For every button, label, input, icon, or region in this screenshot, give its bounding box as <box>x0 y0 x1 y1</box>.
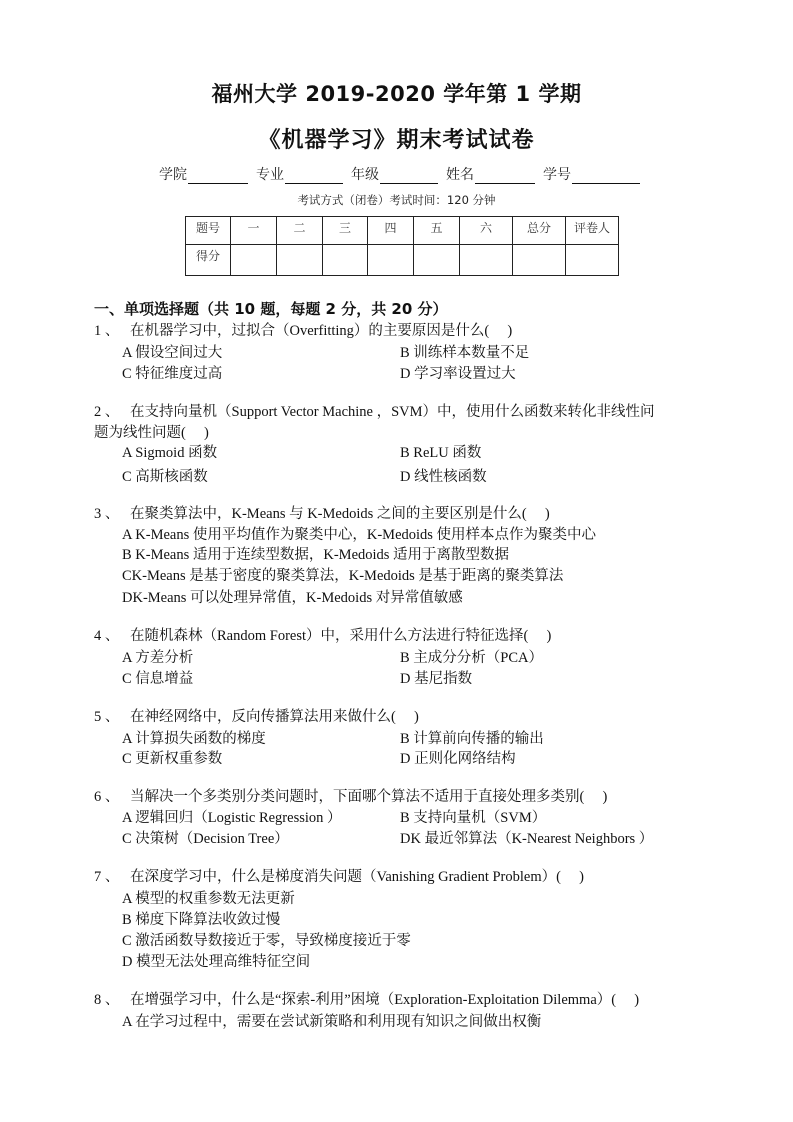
option-d[interactable]: D 模型无法处理高维特征空间 <box>122 954 311 970</box>
option-d[interactable]: D 线性核函数 <box>400 469 487 485</box>
score-table <box>185 216 619 276</box>
header-cell: 二 <box>277 217 323 245</box>
question-text: 在随机森林（Random Forest）中，采用什么方法进行特征选择( ) <box>130 628 552 644</box>
header-cell: 四 <box>368 217 414 245</box>
score-cell[interactable] <box>460 245 513 276</box>
option-c[interactable]: CK-Means 是基于密度的聚类算法，K-Medoids 是基于距离的聚类算法 <box>122 568 564 584</box>
score-cell[interactable] <box>323 245 368 276</box>
option-a[interactable]: A 模型的权重参数无法更新 <box>122 891 295 907</box>
option-b[interactable]: B 计算前向传播的输出 <box>400 731 544 747</box>
score-cell[interactable] <box>513 245 566 276</box>
score-cell[interactable] <box>368 245 414 276</box>
exam-mode-line: 考试方式（闭卷）考试时间：120 分钟 <box>297 193 496 207</box>
score-cell[interactable] <box>277 245 323 276</box>
option-d[interactable]: DK 最近邻算法（K-Nearest Neighbors ） <box>400 831 654 847</box>
option-c[interactable]: C 决策树（Decision Tree） <box>122 831 289 847</box>
exam-title: 《机器学习》期末考试试卷 <box>258 128 535 153</box>
field-label: 专业 <box>256 167 284 183</box>
header-cell: 总分 <box>513 217 566 245</box>
option-a[interactable]: A 方差分析 <box>122 650 194 666</box>
question-3 <box>94 502 550 523</box>
option-c[interactable]: C 更新权重参数 <box>122 751 223 767</box>
question-number: 3 、 <box>94 506 120 522</box>
option-c[interactable]: C 高斯核函数 <box>122 469 208 485</box>
option-c[interactable]: C 激活函数导数接近于零，导致梯度接近于零 <box>122 933 411 949</box>
header-cell: 评卷人 <box>566 217 619 245</box>
option-a[interactable]: A 假设空间过大 <box>122 345 223 361</box>
option-d[interactable]: DK-Means 可以处理异常值，K-Medoids 对异常值敏感 <box>122 590 463 606</box>
question-text: 在机器学习中，过拟合（Overfitting）的主要原因是什么( ) <box>130 323 513 339</box>
question-text: 在支持向量机（Support Vector Machine ，SVM）中，使用什么函数来转化非线性问 <box>130 404 655 420</box>
field-label: 姓名 <box>446 167 474 183</box>
header-cell: 题号 <box>186 217 231 245</box>
question-text: 在聚类算法中，K-Means 与 K-Medoids 之间的主要区别是什么( ) <box>130 506 550 522</box>
option-a[interactable]: A K-Means 使用平均值作为聚类中心，K-Medoids 使用样本点作为聚类中心 <box>122 527 597 543</box>
option-a[interactable]: A 计算损失函数的梯度 <box>122 731 266 747</box>
question-4 <box>94 624 551 645</box>
question-2-continuation: 题为线性问题( ) <box>94 425 209 441</box>
question-number: 7 、 <box>94 869 120 885</box>
question-text: 当解决一个多类别分类问题时，下面哪个算法不适用于直接处理多类别( ) <box>130 789 608 805</box>
major-blank[interactable] <box>285 169 343 184</box>
score-cell[interactable] <box>414 245 460 276</box>
option-c[interactable]: C 信息增益 <box>122 671 194 687</box>
question-5 <box>94 705 419 726</box>
option-d[interactable]: D 正则化网络结构 <box>400 751 516 767</box>
option-c[interactable]: C 特征维度过高 <box>122 366 223 382</box>
option-d[interactable]: D 基尼指数 <box>400 671 473 687</box>
header-cell: 一 <box>231 217 277 245</box>
name-blank[interactable] <box>475 169 535 184</box>
question-text: 在神经网络中，反向传播算法用来做什么( ) <box>130 709 419 725</box>
university-term-title: 福州大学 2019-2020 学年第 1 学期 <box>211 82 582 106</box>
score-row-label: 得分 <box>186 245 231 276</box>
field-college <box>159 164 248 184</box>
option-b[interactable]: B K-Means 适用于连续型数据，K-Medoids 适用于离散型数据 <box>122 547 510 563</box>
score-table-header-row <box>186 217 619 245</box>
field-label: 学院 <box>159 167 187 183</box>
section-heading: 一、单项选择题（共 10 题，每题 2 分，共 20 分） <box>94 300 448 318</box>
option-a[interactable]: A 在学习过程中，需要在尝试新策略和利用现有知识之间做出权衡 <box>122 1014 542 1030</box>
header-cell: 三 <box>323 217 368 245</box>
score-table-score-row <box>186 245 619 276</box>
option-a[interactable]: A 逻辑回归（Logistic Regression ） <box>122 810 342 826</box>
question-number: 6 、 <box>94 789 120 805</box>
student-id-blank[interactable] <box>572 169 640 184</box>
option-d[interactable]: D 学习率设置过大 <box>400 366 516 382</box>
field-name <box>446 164 535 184</box>
college-blank[interactable] <box>188 169 248 184</box>
header-cell: 五 <box>414 217 460 245</box>
question-1 <box>94 319 512 340</box>
question-text: 在增强学习中，什么是“探索-利用”困境（Exploration-Exploitation Dilemma）( ) <box>130 992 640 1008</box>
student-info-line <box>159 164 648 184</box>
question-number: 1 、 <box>94 323 120 339</box>
grade-blank[interactable] <box>380 169 438 184</box>
field-major <box>256 164 343 184</box>
field-label: 年级 <box>351 167 379 183</box>
option-b[interactable]: B 支持向量机（SVM） <box>400 810 547 826</box>
question-7 <box>94 865 584 886</box>
header-cell: 六 <box>460 217 513 245</box>
option-b[interactable]: B 梯度下降算法收敛过慢 <box>122 912 281 928</box>
question-number: 8 、 <box>94 992 120 1008</box>
question-2 <box>94 400 655 421</box>
option-b[interactable]: B 主成分分析（PCA） <box>400 650 544 666</box>
question-8 <box>94 988 639 1009</box>
field-student-id <box>543 164 640 184</box>
score-cell[interactable] <box>566 245 619 276</box>
question-6 <box>94 785 607 806</box>
score-cell[interactable] <box>231 245 277 276</box>
question-number: 5 、 <box>94 709 120 725</box>
question-text: 在深度学习中，什么是梯度消失问题（Vanishing Gradient Problem）( ) <box>130 869 584 885</box>
option-b[interactable]: B ReLU 函数 <box>400 445 482 461</box>
option-a[interactable]: A Sigmoid 函数 <box>122 445 218 461</box>
option-b[interactable]: B 训练样本数量不足 <box>400 345 530 361</box>
question-number: 4 、 <box>94 628 120 644</box>
field-grade <box>351 164 438 184</box>
field-label: 学号 <box>543 167 571 183</box>
question-number: 2 、 <box>94 404 120 420</box>
